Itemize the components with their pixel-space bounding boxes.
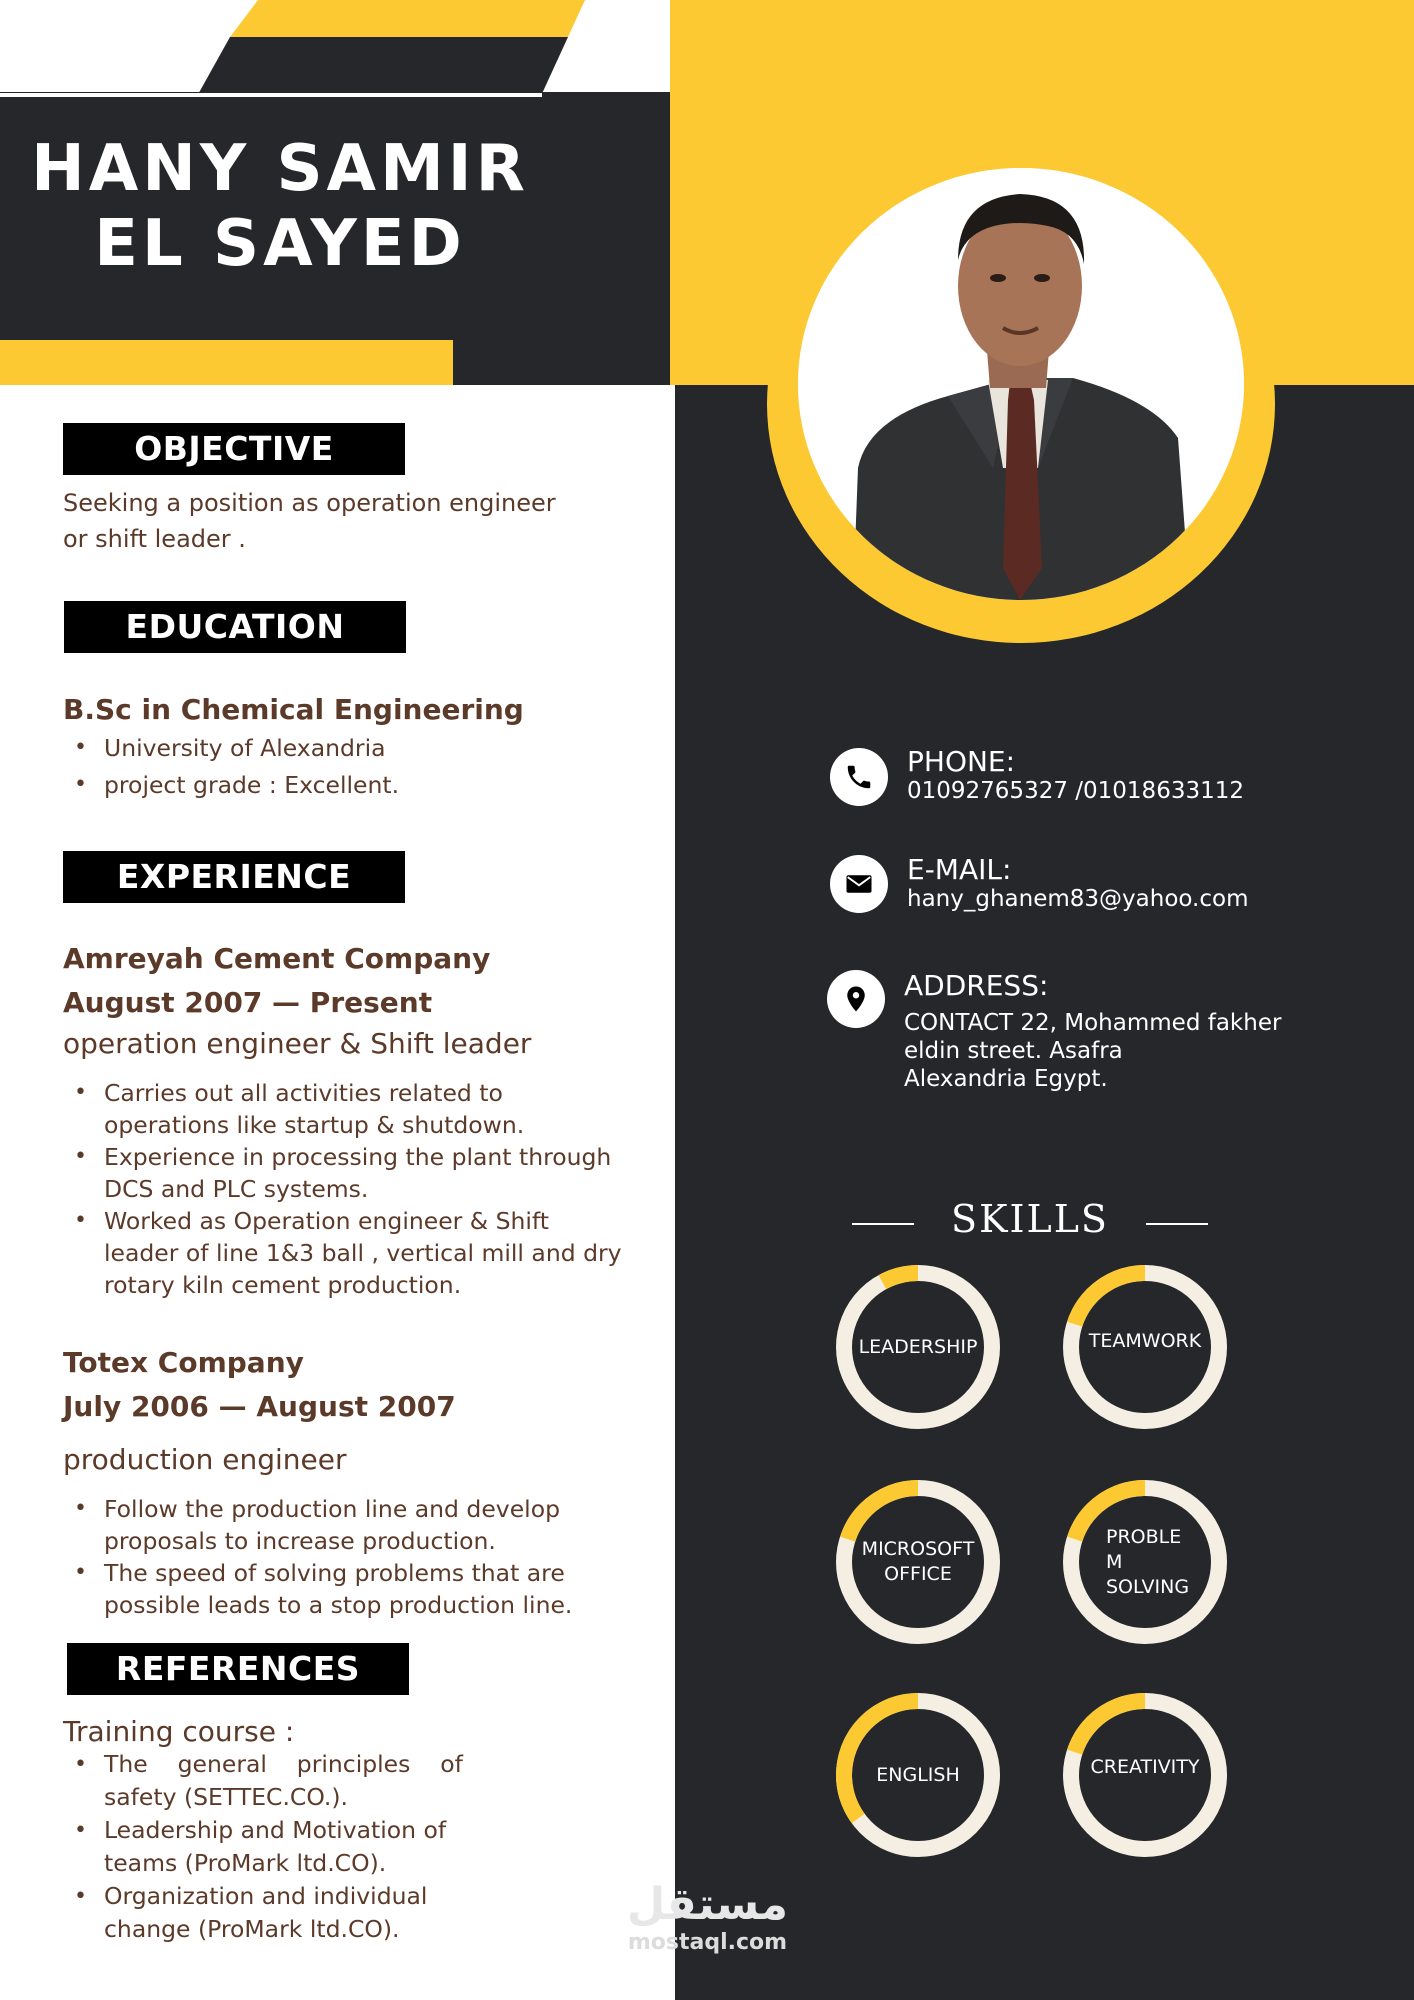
email-label: E-MAIL:: [907, 853, 1012, 886]
skill-label-line: CREATIVITY: [1090, 1755, 1200, 1778]
header-slanted-shape: [0, 0, 670, 98]
references-bullets: [63, 1748, 463, 1946]
phone-icon-badge: [830, 748, 888, 806]
degree-title: B.Sc in Chemical Engineering: [63, 693, 524, 726]
bullet-line: proposals to increase production.: [104, 1527, 496, 1555]
bullet-line: • Leadership and Motivation of: [104, 1816, 447, 1844]
education-bullets: [63, 732, 399, 801]
bullet-line: • Worked as Operation engineer & Shift: [104, 1207, 549, 1235]
skill-ring: [1060, 1690, 1230, 1860]
bullet-line: teams (ProMark ltd.CO).: [104, 1849, 387, 1877]
watermark-logo: مستقل: [627, 1879, 788, 1930]
profile-photo: [798, 168, 1244, 600]
objective-heading: OBJECTIVE: [63, 423, 405, 475]
skills-divider-right: [1146, 1223, 1208, 1225]
list-item: [63, 1880, 463, 1946]
job-1-company: Amreyah Cement Company: [63, 942, 491, 975]
bullet-line: rotary kiln cement production.: [104, 1271, 462, 1299]
job-2-role: production engineer: [63, 1443, 347, 1476]
skill-ring: [1060, 1262, 1230, 1432]
list-item: [63, 1557, 572, 1621]
objective-text-line-1: Seeking a position as operation engineer: [63, 489, 556, 517]
bullet-line: operations like startup & shutdown.: [104, 1111, 525, 1139]
skill-ring: [833, 1262, 1003, 1432]
skill-ring: [1060, 1477, 1230, 1647]
bullet-line: • Carries out all activities related to: [104, 1079, 503, 1107]
bullet-line: safety (SETTEC.CO.).: [104, 1783, 348, 1811]
bullet-text: University of Alexandria: [104, 734, 386, 762]
person-portrait-icon: [798, 168, 1244, 600]
skill-label-line: LEADERSHIP: [858, 1335, 978, 1358]
header-yellow-bar: [0, 340, 453, 385]
location-icon-badge: [827, 970, 885, 1028]
bullet-line: • The speed of solving problems that are: [104, 1559, 565, 1587]
bullet-line: DCS and PLC systems.: [104, 1175, 369, 1203]
education-heading: EDUCATION: [64, 601, 406, 653]
job-1-bullets: [63, 1077, 622, 1301]
list-item: [63, 1814, 463, 1880]
full-name-line-2: EL SAYED: [94, 207, 466, 281]
skill-label: [1060, 1477, 1230, 1647]
bullet-line: • Experience in processing the plant through: [104, 1143, 612, 1171]
address-line-1: CONTACT 22, Mohammed fakher: [904, 1010, 1282, 1036]
email-value[interactable]: hany_ghanem83@yahoo.com: [907, 886, 1249, 912]
skill-label: [833, 1262, 1003, 1432]
skill-label-line: ENGLISH: [876, 1763, 960, 1786]
skill-label: [833, 1690, 1003, 1860]
skills-heading: SKILLS: [951, 1197, 1109, 1241]
list-item: [63, 1141, 622, 1205]
phone-icon: [844, 762, 874, 792]
header-white-line: [0, 93, 542, 97]
training-course-title: Training course :: [63, 1715, 295, 1748]
list-item: [63, 769, 399, 801]
mail-icon-badge: [830, 855, 888, 913]
bullet-line: • The general principles of: [104, 1750, 463, 1778]
skill-label: [1060, 1682, 1230, 1852]
objective-text-line-2: or shift leader .: [63, 525, 246, 553]
skill-label-line: SOLVING: [1106, 1575, 1190, 1598]
bullet-line: leader of line 1&3 ball , vertical mill and dry: [104, 1239, 622, 1267]
job-1-role: operation engineer & Shift leader: [63, 1027, 532, 1060]
list-item: [63, 1077, 622, 1141]
bullet-line: change (ProMark ltd.CO).: [104, 1915, 400, 1943]
skill-label: [1060, 1256, 1230, 1426]
skill-label-line: PROBLE: [1106, 1525, 1182, 1548]
skill-label-line: OFFICE: [884, 1563, 952, 1585]
watermark-text: mostaql.com: [627, 1930, 788, 1955]
bullet-line: possible leads to a stop production line.: [104, 1591, 573, 1619]
full-name-line-1: HANY SAMIR: [31, 132, 529, 206]
skill-label-line: TEAMWORK: [1088, 1329, 1202, 1352]
job-1-period: August 2007 — Present: [63, 986, 433, 1019]
experience-heading: EXPERIENCE: [63, 851, 405, 903]
skill-label-line: M: [1106, 1550, 1123, 1573]
bullet-text: project grade : Excellent.: [104, 771, 400, 799]
skill-ring: [833, 1690, 1003, 1860]
job-2-period: July 2006 — August 2007: [63, 1390, 456, 1423]
skill-ring: [833, 1477, 1003, 1647]
bullet-line: • Organization and individual: [104, 1882, 428, 1910]
list-item: [63, 1205, 622, 1301]
job-2-company: Totex Company: [63, 1346, 304, 1379]
list-item: [63, 1493, 572, 1557]
skills-divider-left: [852, 1223, 914, 1225]
phone-label: PHONE:: [907, 745, 1016, 778]
references-heading: REFERENCES: [67, 1643, 409, 1695]
skill-label-line: MICROSOFT: [861, 1538, 975, 1560]
address-label: ADDRESS:: [904, 969, 1049, 1002]
phone-value[interactable]: 01092765327 /01018633112: [907, 778, 1244, 804]
job-2-bullets: [63, 1493, 572, 1621]
address-line-2: eldin street. Asafra: [904, 1038, 1123, 1064]
list-item: [63, 732, 399, 764]
list-item: [63, 1748, 463, 1814]
skill-label: [833, 1477, 1003, 1647]
location-pin-icon: [841, 984, 871, 1014]
bullet-line: • Follow the production line and develop: [104, 1495, 561, 1523]
address-line-3: Alexandria Egypt.: [904, 1066, 1108, 1092]
mail-icon: [844, 869, 874, 899]
